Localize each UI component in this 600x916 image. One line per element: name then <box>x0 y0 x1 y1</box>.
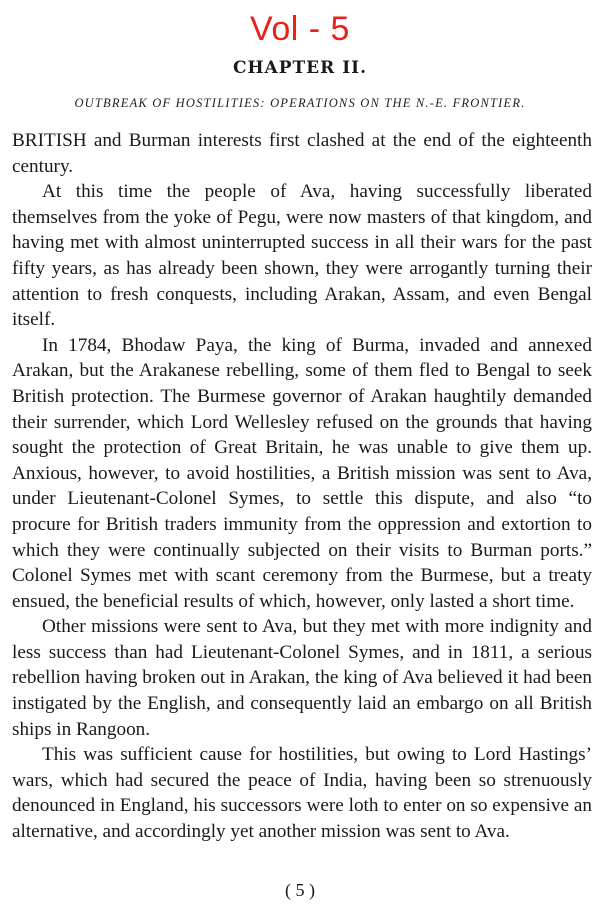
chapter-body <box>12 128 592 845</box>
paragraph-1: BRITISH and Burman interests first clashed at the end of the eighteenth century. <box>12 130 592 177</box>
paragraph-2: At this time the people of Ava, having successfully liberated themselves from the yoke of Pegu, were now masters of that kingdom, and having met with almost uninterrupted success in all their wars for the past fifty years, as has already been shown, they were arrogantly turning their attention to fresh conquests, including Arakan, Assam, and even Bengal itself. <box>12 181 592 331</box>
chapter-title: CHAPTER II. <box>232 58 368 78</box>
paragraph-4: Other missions were sent to Ava, but they met with more indignity and less success than had Lieutenant-Colonel Symes, and in 1811, a serious rebellion having broken out in Arakan, the king of Ava believed it had been instigated by the English, and consequently laid an embargo on all British ships in Rangoon. <box>12 616 592 740</box>
chapter-subtitle: OUTBREAK OF HOSTILITIES: OPERATIONS ON THE N.-E. FRONTIER. <box>74 96 526 110</box>
paragraph-3: In 1784, Bhodaw Paya, the king of Burma, invaded and annexed Arakan, but the Arakanese rebelling, some of them fled to Bengal to seek British protection. The Burmese governor of Arakan haughtily demanded their surrender, which Lord Wellesley refused on the grounds that having sought the protection of Great Britain, he was unable to give them up. Anxious, however, to avoid hostilities, a British mission was sent to Ava, under Lieutenant-Colonel Symes, to settle this dispute, and also “to procure for British traders immunity from the oppression and extortion to which they were continually subjected on their visits to Burman ports.” Colonel Symes met with scant ceremony from the Burmese, but a treaty ensued, the beneficial results of which, however, only lasted a short time. <box>12 334 592 612</box>
paragraph-5: This was sufficient cause for hostilities, but owing to Lord Hastings’ wars, which had secured the peace of India, having been so strenuously denounced in England, his successors were loth to enter on so expensive an alternative, and accordingly yet another mission was sent to Ava. <box>12 744 592 843</box>
page-number: ( 5 ) <box>285 880 315 900</box>
volume-label: Vol - 5 <box>250 10 350 48</box>
